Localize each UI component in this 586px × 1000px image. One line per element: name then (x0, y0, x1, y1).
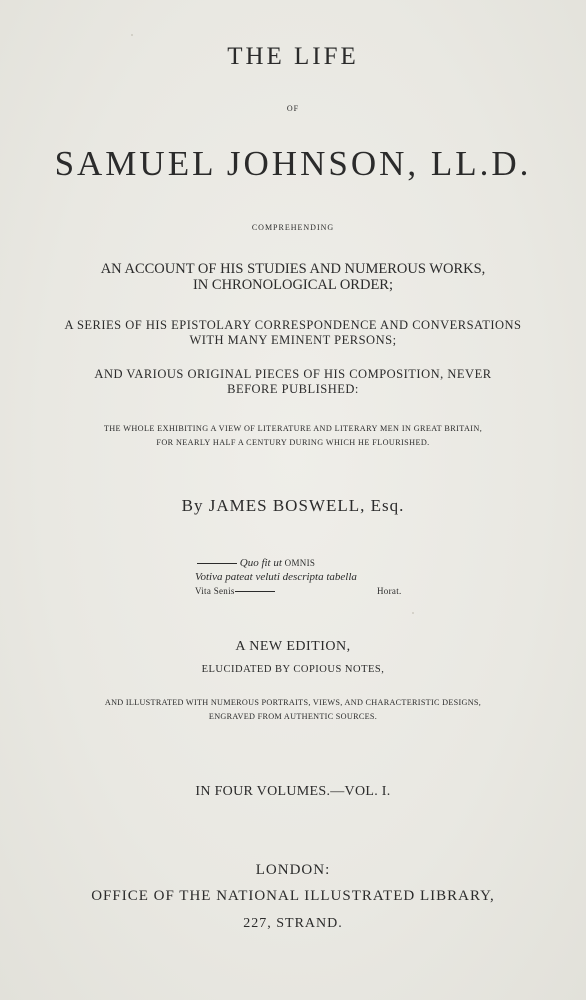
illustrated-line: ENGRAVED FROM AUTHENTIC SOURCES. (208, 712, 378, 721)
epigraph-rule (197, 563, 237, 564)
description-block-original-pieces (0, 367, 586, 397)
byline-author: JAMES BOSWELL, (208, 496, 366, 515)
description-line: A SERIES OF HIS EPISTOLARY CORRESPONDENCE AND CONVERSATIONS (64, 318, 522, 332)
epigraph-horat: Horat. (377, 586, 402, 596)
imprint-city: LONDON: (255, 862, 331, 878)
byline-by: By (181, 496, 204, 515)
description-block-studies (0, 261, 586, 293)
epigraph-text: Quo fit ut (239, 557, 282, 569)
description-line: FOR NEARLY HALF A CENTURY DURING WHICH HE FLOURISHED. (156, 438, 430, 447)
comprehending-label: COMPREHENDING (251, 223, 335, 232)
description-block-whole (0, 422, 586, 450)
description-line: IN CHRONOLOGICAL ORDER; (192, 277, 394, 293)
description-line: WITH MANY EMINENT PERSONS; (189, 333, 397, 347)
illustrated-statement (0, 696, 586, 724)
epigraph-vita-senis: Vita Senis (195, 586, 235, 596)
description-line: BEFORE PUBLISHED: (227, 382, 359, 396)
paper-speck (412, 612, 414, 614)
paper-speck (131, 34, 133, 36)
epigraph-caps: OMNIS (284, 558, 316, 568)
epigraph-rule (235, 591, 275, 592)
illustrated-line: AND ILLUSTRATED WITH NUMEROUS PORTRAITS, VIEWS, AND CHARACTERISTIC DESIGNS, (104, 698, 482, 707)
imprint-address: 227, STRAND. (243, 916, 343, 931)
title-samuel-johnson: SAMUEL JOHNSON, LL.D. (54, 144, 532, 183)
epigraph-line-1 (195, 556, 415, 570)
description-line: AND VARIOUS ORIGINAL PIECES OF HIS COMPOSITION, NEVER (94, 367, 492, 381)
imprint-publisher: OFFICE OF THE NATIONAL ILLUSTRATED LIBRARY, (91, 888, 495, 904)
description-line: THE WHOLE EXHIBITING A VIEW OF LITERATURE AND LITERARY MEN IN GREAT BRITAIN, (103, 424, 483, 433)
epigraph-quote (195, 556, 415, 598)
description-block-correspondence (0, 318, 586, 348)
volumes-statement: IN FOUR VOLUMES.—VOL. I. (195, 784, 391, 799)
elucidated-statement: ELUCIDATED BY COPIOUS NOTES, (201, 664, 385, 675)
byline-esq: Esq. (370, 496, 405, 515)
epigraph-line-2: Votiva pateat veluti descripta tabella (195, 571, 357, 583)
title-of: OF (286, 104, 300, 113)
title-the-life: THE LIFE (227, 43, 359, 70)
edition-statement: A NEW EDITION, (235, 639, 351, 654)
author-byline (0, 497, 586, 514)
epigraph-line-3 (195, 584, 415, 598)
description-line: AN ACCOUNT OF HIS STUDIES AND NUMEROUS WORKS, (100, 261, 486, 277)
